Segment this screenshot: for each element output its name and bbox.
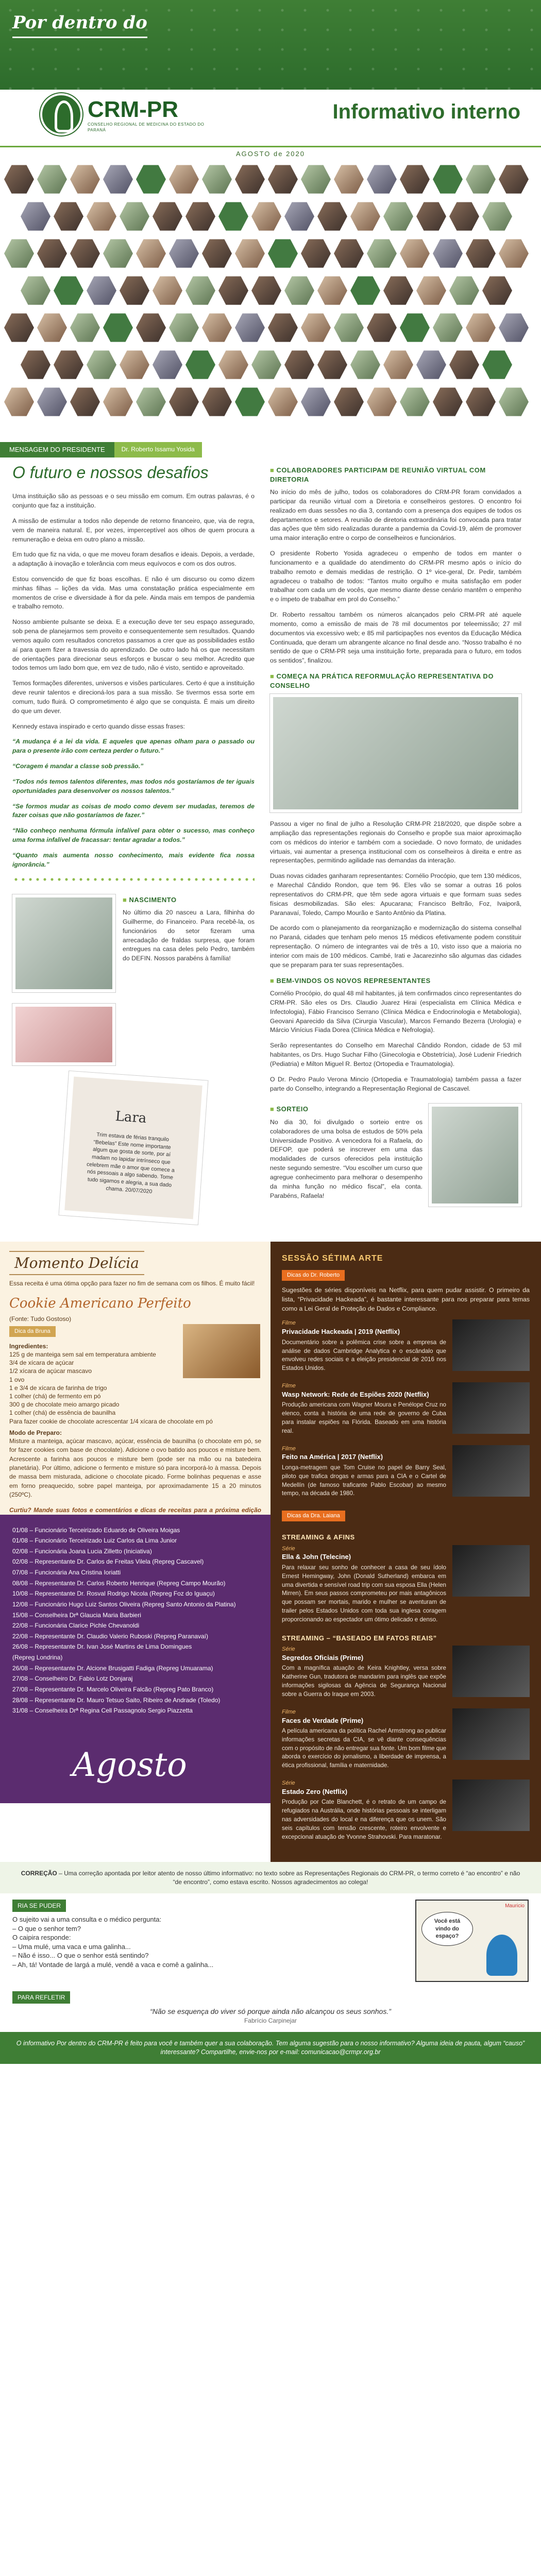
quote: “Quanto mais aumenta nosso conhecimento, mais evidente fica nossa ignorância.”: [12, 851, 255, 868]
film-title: Wasp Network: Rede de Espiões 2020 (Netflix): [282, 1390, 429, 1398]
staff-photo: [499, 238, 529, 269]
winner-photo: [429, 1104, 521, 1207]
articles-row: [0, 457, 541, 1232]
staff-photo: [449, 275, 479, 306]
month-title: Agosto: [72, 1746, 187, 1785]
staff-photo: [87, 201, 116, 232]
staff-photo: [21, 349, 50, 380]
staff-photo: [268, 164, 298, 195]
staff-photo: [416, 201, 446, 232]
film-category: Série: [282, 1646, 295, 1653]
staff-photo: [449, 349, 479, 380]
banner-label: MENSAGEM DO PRESIDENTE: [0, 442, 114, 457]
film-text: Para relaxar seu sonho de conhecer a casa de seu ídolo Ernest Hemingway, John (Donald Sutherland) embarca em uma divertida e sensível road trip com sua esposa Ella (Helen Mirren). Em seus passos comprometeu por mais antagônicos que possam ser mortais, marido e mulher se aventuram de trailer pelos Estados Unidos com toda sua inglesa coragem proporcionando ao espectador um ótimo delicado e denso.: [282, 1564, 446, 1623]
film-card: [282, 1319, 530, 1373]
article-title: O futuro e nossos desafios: [12, 463, 209, 482]
staff-photo: [169, 312, 199, 343]
birthday-item: 22/08 – Representante Dr. Claudio Valerio Ruboski (Repreg Paranavaí): [12, 1632, 208, 1640]
staff-photo: [21, 201, 50, 232]
article-paragraph: Temos formações diferentes, universos e visões particulares. Certo é que a instituição deve reunir talentos e direcioná-los para a sua missão. Se tivermos essa sorte em comum, tudo fluirá. O comprometimento é algo que se conquista. É mais um direito do que um dever.: [12, 680, 255, 715]
staff-photo: [70, 238, 100, 269]
birth-section: [12, 890, 255, 999]
article-paragraph: O presidente Roberto Yosida agradeceu o empenho de todos em manter o funcionamento e a qualidade do atendimento do CRM-PR mesmo após o início do trabalho remoto e demais medidas de restrição. O 1º vice-geral, Dr. Pedir, também agradeceu o trabalho de todos: “Tantos muito orgulho e muita satisfação em poder trabalhar com cada um de vocês, que mesmo diante desse cenário mantêm o empenho e o ímpeto de trabalhar em prol do Conselho.”: [270, 550, 521, 603]
recommender-tag: Dicas do Dr. Roberto: [282, 1270, 345, 1281]
president-message-banner: [0, 442, 202, 457]
staff-photo: [4, 312, 34, 343]
birthday-item: (Repreg Londrina): [12, 1654, 63, 1662]
staff-photo: [21, 275, 50, 306]
raffle-section: [270, 1099, 521, 1214]
staff-photo: [367, 164, 397, 195]
birthday-item: 12/08 – Funcionário Hugo Luiz Santos Oliveira (Repreg Santo Antonio da Platina): [12, 1600, 236, 1608]
staff-photo: [136, 386, 166, 417]
film-card: [282, 1708, 530, 1770]
staff-photo: [218, 275, 248, 306]
staff-photo: [120, 275, 149, 306]
article-paragraph: Serão representantes do Conselho em Marechal Cândido Rondon, cidade de 53 mil habitantes, os Drs. Hugo Suchar Filho (Ginecologia e Obstetrícia), José Ludenir Friedrich (Pediatria) e Milton Miguel R. Bertoz (Ortopedia e Traumatologia).: [270, 1042, 521, 1067]
staff-photo: [169, 238, 199, 269]
staff-photo: [367, 386, 397, 417]
staff-photo: [284, 275, 314, 306]
staff-photo: [367, 312, 397, 343]
streaming-heading: STREAMING & AFINS: [282, 1533, 355, 1541]
hex-tile: [235, 386, 265, 417]
comic-label: Mauricio: [505, 1903, 525, 1909]
film-title: Faces de Verdade (Prime): [282, 1716, 364, 1724]
birthday-item: 02/08 – Funcionária Joana Lucia Zilletto (Iniciativa): [12, 1547, 152, 1555]
ingredient: 1 ovo: [9, 1376, 25, 1383]
quote: “A mudança é a lei da vida. E aqueles que apenas olham para o passado ou para o presente irão com certeza perder o futuro.”: [12, 738, 255, 755]
film-text: Longa-metragem que Tom Cruise no papel de Barry Seal, piloto que trafica drogas e armas para a CIA e o Cartel de Medellín (de famoso traficante Pablo Escobar) ao mesmo tempo, na década de 1980.: [282, 1464, 446, 1497]
staff-photo: [37, 386, 67, 417]
logo-name: CRM-PR: [88, 97, 178, 122]
ingredients-label: Ingredientes:: [9, 1342, 48, 1350]
hex-tile: [400, 312, 430, 343]
staff-photo: [54, 201, 83, 232]
section-heading: ■ SORTEIO: [270, 1105, 422, 1114]
joke-line: O caipira responde:: [12, 1934, 71, 1942]
staff-photo: [350, 201, 380, 232]
section-heading: ■ BEM-VINDOS OS NOVOS REPRESENTANTES: [270, 976, 521, 986]
staff-photo: [284, 201, 314, 232]
film-title: Segredos Oficiais (Prime): [282, 1653, 364, 1662]
staff-photo: [185, 275, 215, 306]
staff-photo: [4, 164, 34, 195]
section-heading: ■ COMEÇA NA PRÁTICA REFORMULAÇÃO REPRESENTATIVA DO CONSELHO: [270, 672, 521, 690]
staff-photo: [70, 386, 100, 417]
staff-photo: [70, 312, 100, 343]
staff-photo: [37, 238, 67, 269]
staff-photo: [153, 275, 182, 306]
hex-tile: [54, 275, 83, 306]
staff-photo: [87, 275, 116, 306]
staff-photo: [37, 312, 67, 343]
staff-photo: [153, 349, 182, 380]
quote: “Todos nós temos talentos diferentes, mas todos nós gostaríamos de ter iguais oportunidades para desenvolver os nossos talentos.”: [12, 777, 255, 794]
recipe-source: (Fonte: Tudo Gostoso): [9, 1315, 72, 1323]
staff-photo: [4, 238, 34, 269]
hex-tile: [185, 349, 215, 380]
staff-photo: [317, 275, 347, 306]
footer: O informativo Por dentro do CRM-PR é feito para você e também quer a sua colaboração. Tem alguma sugestão para o nosso informativo? Alguma ideia de pauta, algum “causo” interessante? Compartilhe, envie-nos por e-mail: comunicacao@crmpr.org.br: [0, 2032, 541, 2064]
joke-line: – Não é isso... O que o senhor está sentindo?: [12, 1952, 149, 1960]
film-card: [282, 1382, 530, 1436]
film-title: Feito na América | 2017 (Netflix): [282, 1453, 383, 1461]
crm-logo: [0, 90, 205, 149]
staff-photo: [169, 386, 199, 417]
film-poster: [452, 1780, 530, 1831]
joke-line: O sujeito vai a uma consulta e o médico pergunta:: [12, 1915, 162, 1923]
birthday-box: [0, 1515, 270, 1803]
article-paragraph: Kennedy estava inspirado e certo quando disse essas frases:: [12, 722, 185, 730]
hex-tile: [482, 349, 512, 380]
staff-photo: [499, 386, 529, 417]
film-category: Série: [282, 1545, 295, 1552]
humor-tag: RIA SE PUDER: [12, 1900, 66, 1912]
staff-photo: [433, 312, 463, 343]
film-poster: [452, 1445, 530, 1497]
staff-photo: [87, 349, 116, 380]
film-title: Privacidade Hackeada | 2019 (Netflix): [282, 1328, 400, 1336]
staff-photo: [466, 386, 496, 417]
staff-photo: [400, 238, 430, 269]
birthday-item: 10/08 – Representante Dr. Rosval Rodrigo Nicola (Repreg Foz do Iguaçu): [12, 1590, 215, 1598]
hex-tile: [268, 238, 298, 269]
banner-author: Dr. Roberto Issamu Yosida: [114, 442, 202, 457]
recipe-name: Cookie Americano Perfeito: [9, 1295, 191, 1311]
staff-photo: [449, 201, 479, 232]
header: [0, 0, 541, 158]
reflection-quote: “Não se esquença do viver só porque ainda não alcançou os seus sonhos.”: [150, 2007, 391, 2015]
comic-strip: [415, 1900, 529, 1982]
film-category: Série: [282, 1780, 295, 1787]
birthday-item: 28/08 – Representante Dr. Mauro Tetsuo Saito, Ribeiro de Andrade (Toledo): [12, 1696, 221, 1704]
film-poster: [452, 1708, 530, 1760]
reflection-author: Fabrício Carpinejar: [244, 2016, 297, 2024]
staff-photo: [169, 164, 199, 195]
staff-photo: [235, 238, 265, 269]
staff-photo: [383, 201, 413, 232]
ingredient: 1 colher (chá) de fermento em pó: [9, 1392, 101, 1400]
staff-photo: [235, 312, 265, 343]
film-text: Com a magnífica atuação de Keira Knightley, versa sobre Katherine Gun, tradutora de mandarim para inglês que expõe informações sigilosas da Agência de Segurança Nacional sobre a Guerra do Iraque em 2003.: [282, 1665, 446, 1698]
staff-photo: [103, 164, 133, 195]
film-poster: [452, 1382, 530, 1434]
ingredient: 1 e 3/4 de xícara de farinha de trigo: [9, 1384, 107, 1392]
staff-photo: [317, 201, 347, 232]
film-card: [282, 1646, 530, 1699]
birthday-item: 26/08 – Representante Dr. Ivan José Martins de Lima Domingues: [12, 1643, 192, 1651]
ingredient: 300 g de chocolate meio amargo picado: [9, 1401, 120, 1409]
article-paragraph: No início do mês de julho, todos os colaboradores do CRM-PR foram convidados a participar da reunião virtual com a Diretoria e conselheiros gestores. O encontro foi realizado em duas sessões no dia 3, contando com a presença dos equipes de todos os departamentos e setores. A reunião de diretoria extraordinária foi convocada para tratar das ações que têm sido realizadas durante a pandemia da Covid-19, além de promover uma maior interação entre o corpo de conselheiros e funcionários.: [270, 488, 521, 542]
staff-photo: [103, 386, 133, 417]
staff-photo: [350, 349, 380, 380]
prep-text: Misture a manteiga, açúcar mascavo, açúcar, essência de baunilha (o chocolate em pó, se for fazer cookies com base de chocolate). Adicione o ovo batido aos poucos e misture bem. Acrescente a farinha aos poucos e misture bem (pode ser na mão ou na batedeira planetária). Por último, adicione o fermento e misture só para incorporá-lo à massa. Depois de massa bem misturada, adicione o chocolate picado. Forme bolinhas pequenas e asse em forno preaquecido, sobre papel manteiga, por aproximadamente 15 a 20 minutos (250ºC).: [9, 1437, 261, 1499]
staff-photo: [202, 312, 232, 343]
ingredient: Para fazer cookie de chocolate acrescentar 1/4 xícara de chocolate em pó: [9, 1417, 213, 1425]
staff-photo: [466, 164, 496, 195]
recipe-box: [0, 1242, 270, 1515]
chef-tag: Dica da Bruna: [9, 1326, 56, 1337]
correction-note: [0, 1862, 541, 1893]
newsletter-title: Informativo interno: [332, 100, 520, 123]
film-poster: [452, 1545, 530, 1597]
film-text: Documentário sobre a polêmica crise sobre a empresa de análise de dados Cambridge Analytica e o escândalo que envolveu redes sociais e a eleição presidencial de 2016 nos Estados Unidos.: [282, 1338, 446, 1372]
birthday-item: 27/08 – Conselheiro Dr. Fabio Lotz Donjaraj: [12, 1675, 133, 1683]
article-paragraph: Em tudo que fiz na vida, o que me moveu foram desafios e ideais. Depois, a verdade, a adaptação à inovação e tolerância com meus equívocos e com os dos outros.: [12, 551, 255, 568]
birthday-item: 22/08 – Funcionária Clarice Pichle Chevanoldi: [12, 1622, 140, 1630]
hex-tile: [218, 201, 248, 232]
staff-photo: [482, 201, 512, 232]
staff-photo: [433, 386, 463, 417]
quote: “Coragem é mandar a classe sob pressão.”: [12, 762, 144, 770]
film-card: [282, 1780, 530, 1841]
birthday-item: 27/08 – Representante Dr. Marcelo Oliveira Falcão (Repreg Pato Branco): [12, 1685, 214, 1693]
staff-photo: [334, 164, 364, 195]
birthday-item: 15/08 – Conselheira Drª Glaucia Maria Barbieri: [12, 1611, 141, 1619]
card-text: Trim estava de férias tranquilo “Bebelas” Este nome importante algum que gosta de sorte, por aí madam no lapidar intrínseco que celebrem mãe o amor que comece a nós pessoais a algo sabendo. Tome tudo sigamos e alegria, a sua dado chama. 20/07/2020: [86, 1131, 175, 1195]
article-paragraph: No dia 30, foi divulgado o sorteio entre os colaboradores de uma bolsa de estudos de 50% pela Universidade Positivo. A vencedora foi a Rafaela, do DEFOP, que poderá se inscrever em uma das modalidades de cursos oferecidos pela instituição neste segundo semestre. “Vou escolher um curso que agregue conhecimento para melhorar o desempenho da minha função no médico fiscal”, ela conta. Parabéns, Rafaela!: [270, 1118, 422, 1199]
staff-photo: [367, 238, 397, 269]
article-paragraph: O Dr. Pedro Paulo Verona Mincio (Ortopedia e Traumatologia) também passa a fazer parte do Conselho, integrando a Representação Regional de Cascavel.: [270, 1075, 521, 1092]
film-title: Ella & John (Telecine): [282, 1553, 351, 1561]
staff-photo: [301, 386, 331, 417]
ingredient: 1/2 xícara de açúcar mascavo: [9, 1367, 92, 1375]
staff-photo: [235, 164, 265, 195]
joke-line: – O que o senhor tem?: [12, 1924, 81, 1933]
film-category: Filme: [282, 1445, 296, 1452]
film-title: Estado Zero (Netflix): [282, 1787, 348, 1795]
staff-photo: [383, 275, 413, 306]
staff-photo: [466, 312, 496, 343]
staff-photo: [251, 201, 281, 232]
staff-photo: [268, 312, 298, 343]
date-bar: [0, 146, 541, 158]
staff-photo: [301, 312, 331, 343]
joke-line: – Ah, tá! Vontade de largá a mulé, vendê a vaca e comê a galinha...: [12, 1960, 214, 1969]
lifestyle-section: [0, 1242, 541, 1862]
birthday-item: 26/08 – Representante Dr. Alcione Brusigatti Fadiga (Repreg Umuarama): [12, 1664, 213, 1672]
staff-photo: [334, 312, 364, 343]
hex-tile: [103, 312, 133, 343]
staff-photo: [400, 164, 430, 195]
birthday-item: 31/08 – Conselheira Drª Regina Cell Passagnolo Sergio Piazzetta: [12, 1707, 193, 1715]
streaming-heading: STREAMING – “BASEADO EM FATOS REAIS”: [282, 1634, 437, 1642]
staff-photo: [433, 238, 463, 269]
staff-photo: [416, 275, 446, 306]
article-paragraph: De acordo com o planejamento da reorganização e modernização do sistema conselhal no Paraná, cidades que tenham pelo menos 15 médicos efetivamente podem constituir representação. O número de integrantes vai de três a 10, visto isso que a maioria no interior com mais de 100 médicos. Cambé, Irati e Jacarezinho são algumas das cidades que se preparam para ter suas representações.: [270, 924, 521, 969]
birthday-item: 07/08 – Funcionária Ana Cristina Ioriatti: [12, 1569, 121, 1577]
article-paragraph: Estou convencido de que fiz boas escolhas. E não é um discurso ou como dizem minhas filhas – lições da vida. Mas uma constatação prática especialmente em momentos de crise e diversidade à flor da pele. Ainda mais em tempos de pandemia e trabalho remoto.: [12, 575, 255, 611]
article-paragraph: Cornélio Procópio, do qual 48 mil habitantes, já tem confirmados cinco representantes do CRM-PR. São eles os Drs. Claudio Juarez Hirai (especialista em Clínica Médica e Infectologia), Fábio Francisco Serrano (Clínica Médica e Endocrinologia e Metabologia), Geovani Aparecido da Silva (Cirurgia Vascular), Marcos Fernando Bezerra (Urologia) e Márcio Vinícius Fiada Dorea (Clínica Médica e Nefrologia).: [270, 990, 521, 1034]
staff-photo: [499, 312, 529, 343]
staff-photo: [334, 238, 364, 269]
staff-photo: [136, 238, 166, 269]
staff-photo: [268, 386, 298, 417]
left-lifestyle: [0, 1242, 270, 1862]
article-paragraph: Duas novas cidades ganharam representantes: Cornélio Procópio, que tem 130 médicos, e Marechal Cândido Rondon, que tem 96. Eles vão se somar a outras 16 polos representativos do CRM-PR, que têm sede agora virtuais e que formam suas sedes físicas desmobilizadas. São eles: Apucarana; Francisco Beltrão, Foz, Ivaiporã, Paranavaí, Toledo, Campo Mourão e Santo Antônio da Platina.: [270, 872, 521, 917]
recipe-badge: Momento Delícia: [9, 1251, 144, 1276]
staff-photo: [120, 349, 149, 380]
recipe-intro: Essa receita é uma ótima opção para fazer no fim de semana com os filhos. É muito fácil!: [9, 1280, 255, 1287]
astronaut-icon: [486, 1935, 517, 1976]
family-photo: [12, 894, 115, 992]
article-paragraph: Passou a viger no final de julho a Resolução CRM-PR 218/2020, que dispõe sobre a ampliação das representações regionais do Conselho e propõe sua maior aproximação com os médicos do interior e também com a sociedade. O novo formato, de unidades virtuais, vai aumentar a presença institucional com os conselheiros à direita e entre as representações, permitindo agilidade nas demandas da interação.: [270, 820, 521, 865]
staff-photo: [383, 349, 413, 380]
staff-photo: [482, 275, 512, 306]
meeting-photo: [270, 694, 521, 812]
film-text: Produção por Cate Blanchett, é o retrato de um campo de refugiados na Austrália, onde histórias pessoais se interligam nas adversidades do local e na diferença que os unem. São seis capítulos com tensão crescente, roteiro envolvente e excepcional atuação de Yvonne Strahovski. Para maratonar.: [282, 1799, 446, 1840]
ingredient: 125 g de manteiga sem sal em temperatura ambiente: [9, 1351, 156, 1359]
birth-heading: ■ NASCIMENTO: [123, 895, 255, 905]
article-paragraph: A missão de estimular a todos não depende de retorno financeiro, que, via de regra, vem de maneira natural. E, por vezes, imperceptível aos olhos de quem procura a remuneração e deixa em outro plano a missão.: [12, 517, 255, 543]
staff-photo: [54, 349, 83, 380]
staff-photo: [334, 386, 364, 417]
cinema-section: [270, 1242, 541, 1862]
staff-photo: [37, 164, 67, 195]
staff-photo: [400, 386, 430, 417]
film-card: [282, 1545, 530, 1624]
staff-photo: [499, 164, 529, 195]
card-title: Lara: [114, 1108, 147, 1126]
staff-photo: [185, 201, 215, 232]
staff-photo: [4, 386, 34, 417]
birthday-item: 08/08 – Representante Dr. Carlos Roberto Henrique (Repreg Campo Mourão): [12, 1579, 226, 1587]
president-article: [12, 457, 255, 1232]
birthday-item: 01/08 – Funcionário Terceirizado Luiz Carlos da Lima Junior: [12, 1537, 177, 1545]
logo-subtitle: CONSELHO REGIONAL DE MEDICINA DO ESTADO DO PARANÁ: [88, 122, 205, 132]
film-category: Filme: [282, 1320, 296, 1327]
film-text: A película americana da política Rachel Armstrong ao publicar informações secretas da CIA, se vê diante consequências com o propósito de não entregar sua fonte. Um bom filme que aborda o exercício do jornalismo, a liberdade de imprensa, a ética profissional, família e maternidade.: [282, 1727, 447, 1769]
birthday-item: 01/08 – Funcionário Terceirizado Eduardo de Oliveira Moigas: [12, 1526, 180, 1534]
staff-photo: [251, 275, 281, 306]
script-title: Por dentro do: [12, 11, 147, 38]
cinema-intro: Sugestões de séries disponíveis na Netflix, para quem pudar assistir. O primeiro da lista, “Privacidade Hackeada”, é bastante interessante para nos preparar para temas como a Lei Geral de Proteção de Dados e Compliance.: [282, 1286, 530, 1312]
staff-photo: [202, 238, 232, 269]
quote: “Se formos mudar as coisas de modo como devem ser mudadas, teremos de fazer coisas que não gostaríamos de fazer.”: [12, 802, 255, 819]
staff-photo: [136, 312, 166, 343]
staff-photo: [301, 164, 331, 195]
hex-tile: [433, 164, 463, 195]
birth-text: No último dia 20 nasceu a Lara, filhinha do Guilherme, do Financeiro. Para recebê-la, os funcionários do setor fizeram uma arrecadação de fraldas surpresa, que foram entregues na casa deles pelo Pedro, também do DEFIN. Nossos parabéns à família!: [123, 909, 255, 962]
hex-tile: [136, 164, 166, 195]
cinema-title: SESSÃO SÉTIMA ARTE: [282, 1253, 383, 1263]
recommender-tag: Dicas da Dra. Laiana: [282, 1511, 345, 1521]
prep-label: Modo de Preparo:: [9, 1429, 62, 1436]
staff-photo: [284, 349, 314, 380]
film-category: Filme: [282, 1708, 296, 1715]
section-heading: ■ COLABORADORES PARTICIPAM DE REUNIÃO VIRTUAL COM DIRETORIA: [270, 466, 521, 484]
ingredient: 3/4 de xícara de açúcar: [9, 1359, 74, 1367]
article-paragraph: Uma instituição são as pessoas e o seu missão em comum. Em outras palavras, é o conjunto que faz a instituição.: [12, 493, 255, 510]
staff-photo: [251, 349, 281, 380]
dot-divider: [12, 876, 255, 885]
baby-photo: [12, 1004, 115, 1065]
staff-photo: [301, 238, 331, 269]
film-poster: [452, 1646, 530, 1697]
article-paragraph: Dr. Roberto ressaltou também os números alcançados pelo CRM-PR até aquele momento, como a emissão de mais de 78 mil documentos por teleemissão; 27 mil documentos via excessivo web; e 85 mil participações nos eventos da Educação Médica Continuada, que deram um abrangente alcance no final desde ano. “Nosso trabalho é no sentido de que o CRM-PR seja uma instituição forte, preparada para o futuro, em todos os sentidos”, finalizou.: [270, 611, 521, 665]
staff-photo: [317, 349, 347, 380]
staff-photo: [218, 349, 248, 380]
film-text: Produção americana com Wagner Moura e Penélope Cruz no elenco, conta a história de uma rede de governo de Cuba para instalar espiões na Flórida. Baseado em uma história real.: [282, 1401, 446, 1434]
staff-photo: [153, 201, 182, 232]
correction-label: CORREÇÃO: [21, 1870, 57, 1877]
issue-date: AGOSTO de 2020: [236, 150, 305, 158]
staff-photo-mosaic: [0, 164, 541, 457]
staff-photo: [70, 164, 100, 195]
staff-photo: [466, 238, 496, 269]
reflection-tag: PARA REFLETIR: [12, 1991, 70, 2004]
film-poster: [452, 1319, 530, 1371]
article-paragraph: Nosso ambiente pulsante se deixa. E a execução deve ter seu espaço assegurado, sob pena de planejarmos sem proveito e consequentemente sem resultados. Quando vemos aquilo com resultados concretos passamos a crer que as possibilidades estão aí para quem fizer a travessia do aprendizado. De outro lado há os que necessitam de orientações para direcionar seus esforços e buscar o seu melhor. Acredito que todos temos um lado bom que, em vez de tudo, não é visto, sentido e aproveitado.: [12, 618, 255, 672]
hex-tile: [350, 275, 380, 306]
birthday-item: 02/08 – Representante Dr. Carlos de Freitas Vilela (Repreg Cascavel): [12, 1558, 204, 1566]
speech-bubble: Você está vindo do espaço?: [421, 1912, 473, 1946]
reflection-block: [0, 1988, 541, 2032]
joke-line: – Uma mulé, uma vaca e uma galinha...: [12, 1942, 131, 1951]
staff-photo: [120, 201, 149, 232]
staff-photo: [202, 164, 232, 195]
lara-card: [12, 1073, 255, 1227]
birthday-list: [12, 1525, 258, 1716]
recipe-closing: Curtiu? Mande suas fotos e comentários e dicas de receitas para a próxima edição: [9, 1506, 261, 1514]
correction-text: – Uma correção apontada por leitor atento de nosso último informativo: no texto sobre as Representações Regionais do CRM-PR, o termo correto é “ao encontro” e não “de encontro”, como estava escrito. Nossos agradecimentos ao colega!: [59, 1870, 520, 1886]
quote: “Não conheço nenhuma fórmula infalível para obter o sucesso, mas conheço uma forma infalível de fracassar: tentar agradar a todos.”: [12, 827, 255, 844]
logo-icon: [40, 93, 82, 135]
ingredient: 1 colher (chá) de essência de baunilha: [9, 1409, 116, 1417]
staff-photo: [103, 238, 133, 269]
film-category: Filme: [282, 1383, 296, 1389]
cookie-photo: [183, 1324, 260, 1378]
staff-photo: [416, 349, 446, 380]
film-card: [282, 1445, 530, 1499]
staff-photo: [202, 386, 232, 417]
right-articles: [270, 457, 521, 1232]
humor-row: [0, 1893, 541, 1988]
